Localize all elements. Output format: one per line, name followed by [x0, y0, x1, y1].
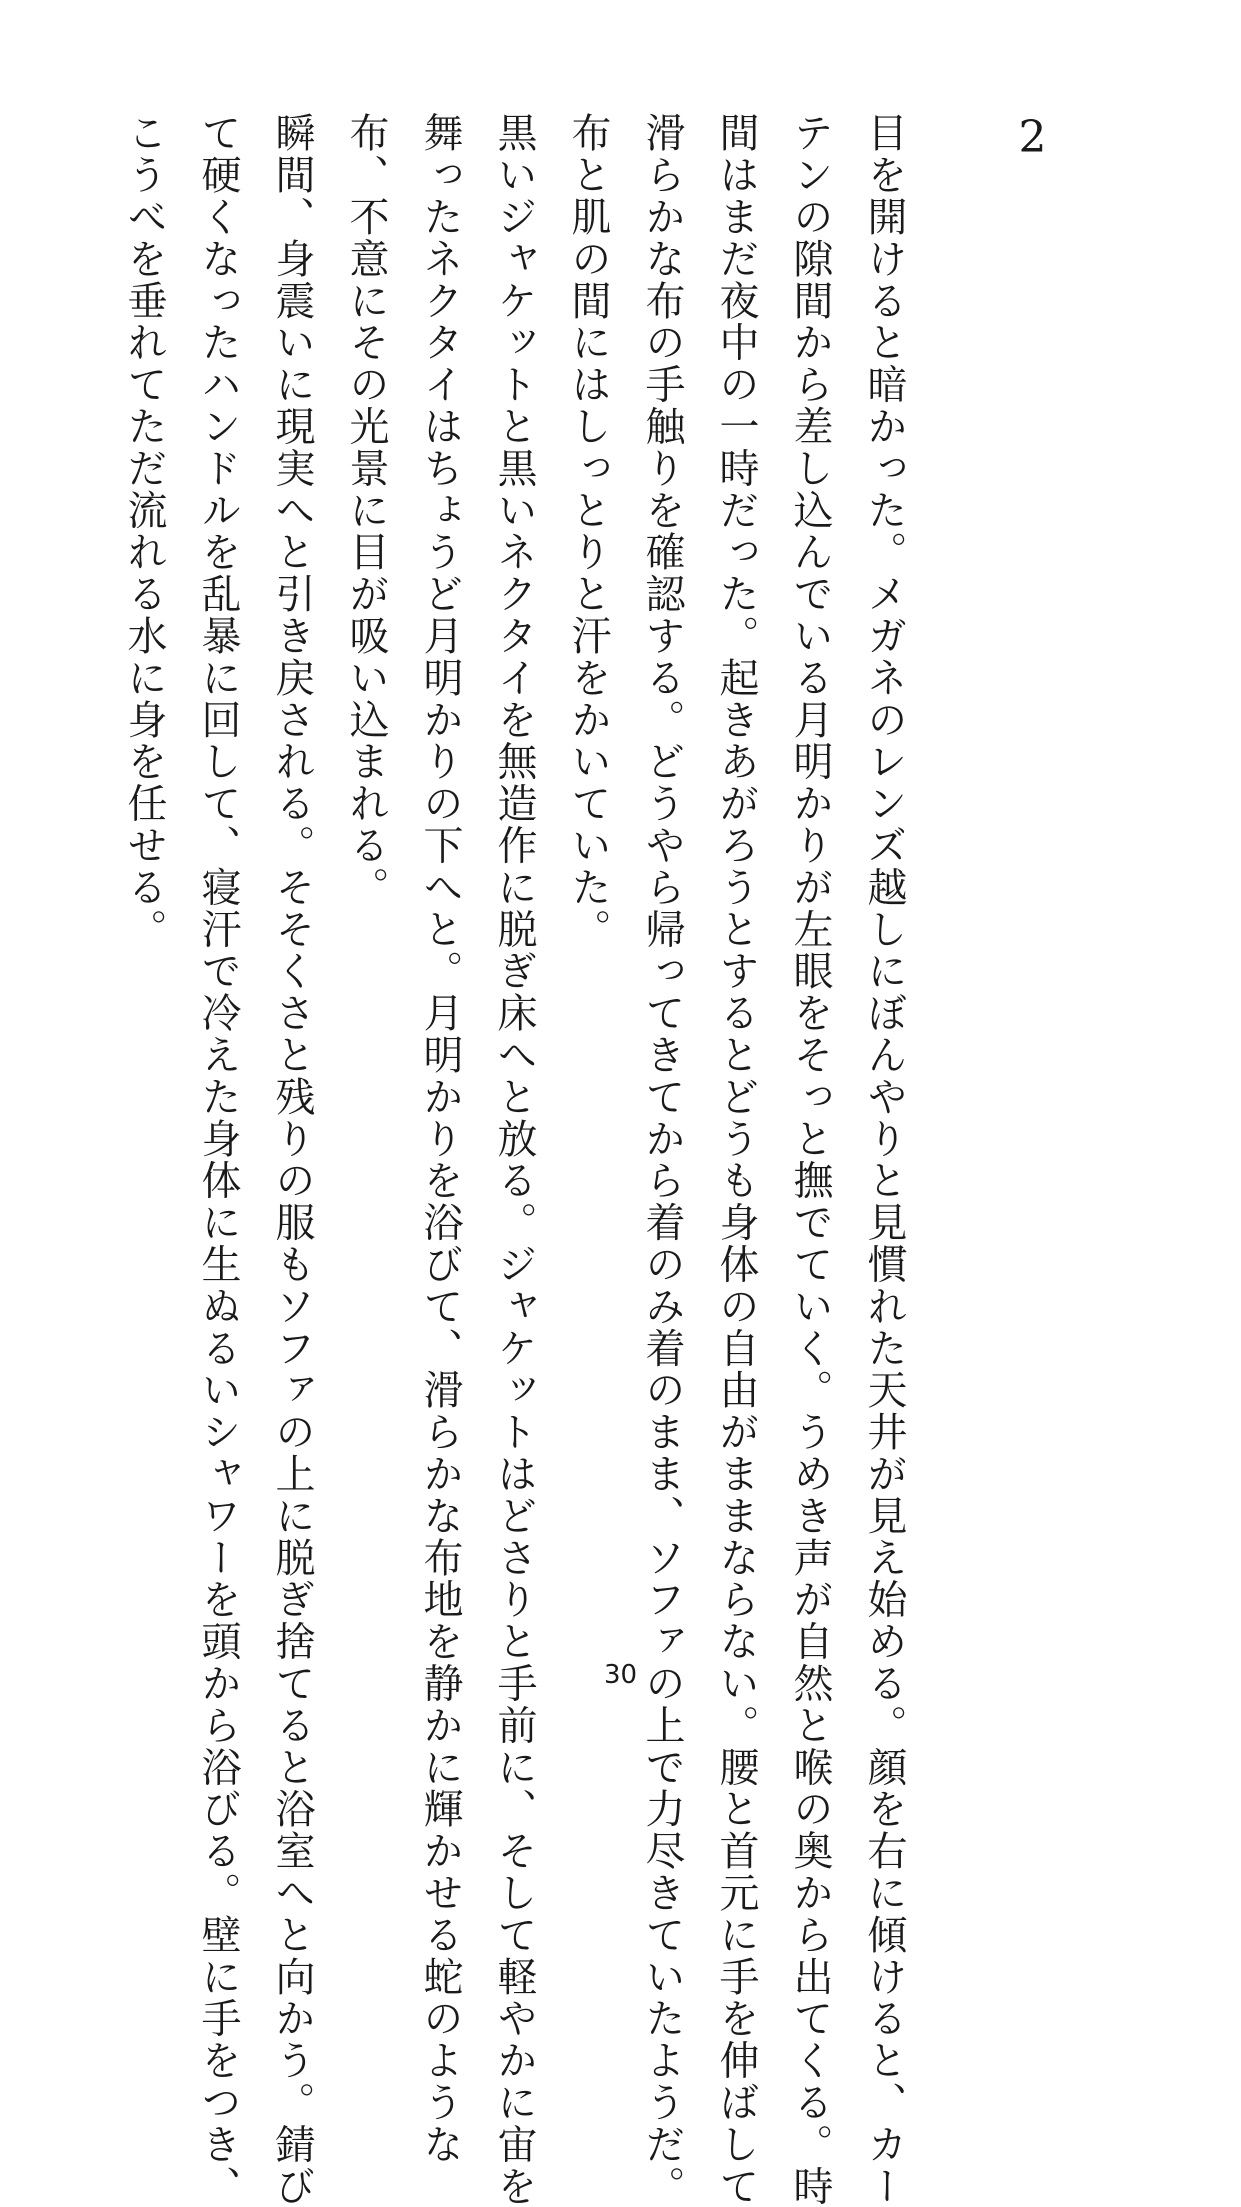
text-line-4: 滑らかな布の手触りを確認する。どうやら帰ってきてから着のみ着のまま、ソファの上で力尽きていたようだ。 [639, 112, 685, 2207]
text-line-2: テンの隙間から差し込んでいる月明かりが左眼をそっと撫でていく。うめき声が自然と喉の奥から出てくる。時 [787, 112, 833, 2207]
text-line-7: 舞ったネクタイはちょうど月明かりの下へと。月明かりを浴びて、滑らかな布地を静かに輝かせる蛇のような [417, 112, 463, 2166]
text-line-8: 布、不意にその光景に目が吸い込まれる。 [343, 112, 389, 909]
text-line-3: 間はまだ夜中の一時だった。起きあがろうとするとどうも身体の自由がままならない。腰と首元に手を伸ばして [713, 112, 759, 2207]
text-line-10: て硬くなったハンドルを乱暴に回して、寝汗で冷えた身体に生ぬるいシャワーを頭から浴びる。壁に手をつき、 [195, 112, 241, 2207]
text-line-9: 瞬間、身震いに現実へと引き戻される。そそくさと残りの服もソファの上に脱ぎ捨てると浴室へと向かう。錆び [269, 112, 315, 2207]
text-line-11: こうべを垂れてただ流れる水に身を任せる。 [121, 112, 167, 950]
chapter-number: 2 [1007, 112, 1058, 165]
text-line-5: 布と肌の間にはしっとりと汗をかいていた。 [565, 112, 611, 950]
heading-spacer [935, 112, 981, 1532]
page-number: 30 [603, 1660, 638, 1690]
text-line-6: 黒いジャケットと黒いネクタイを無造作に脱ぎ床へと放る。ジャケットはどさりと手前に、そして軽やかに宙を [491, 112, 537, 2207]
text-line-1: 目を開けると暗かった。メガネのレンズ越しにぼんやりと見慣れた天井が見え始める。顔を右に傾けると、カー [861, 112, 907, 2207]
